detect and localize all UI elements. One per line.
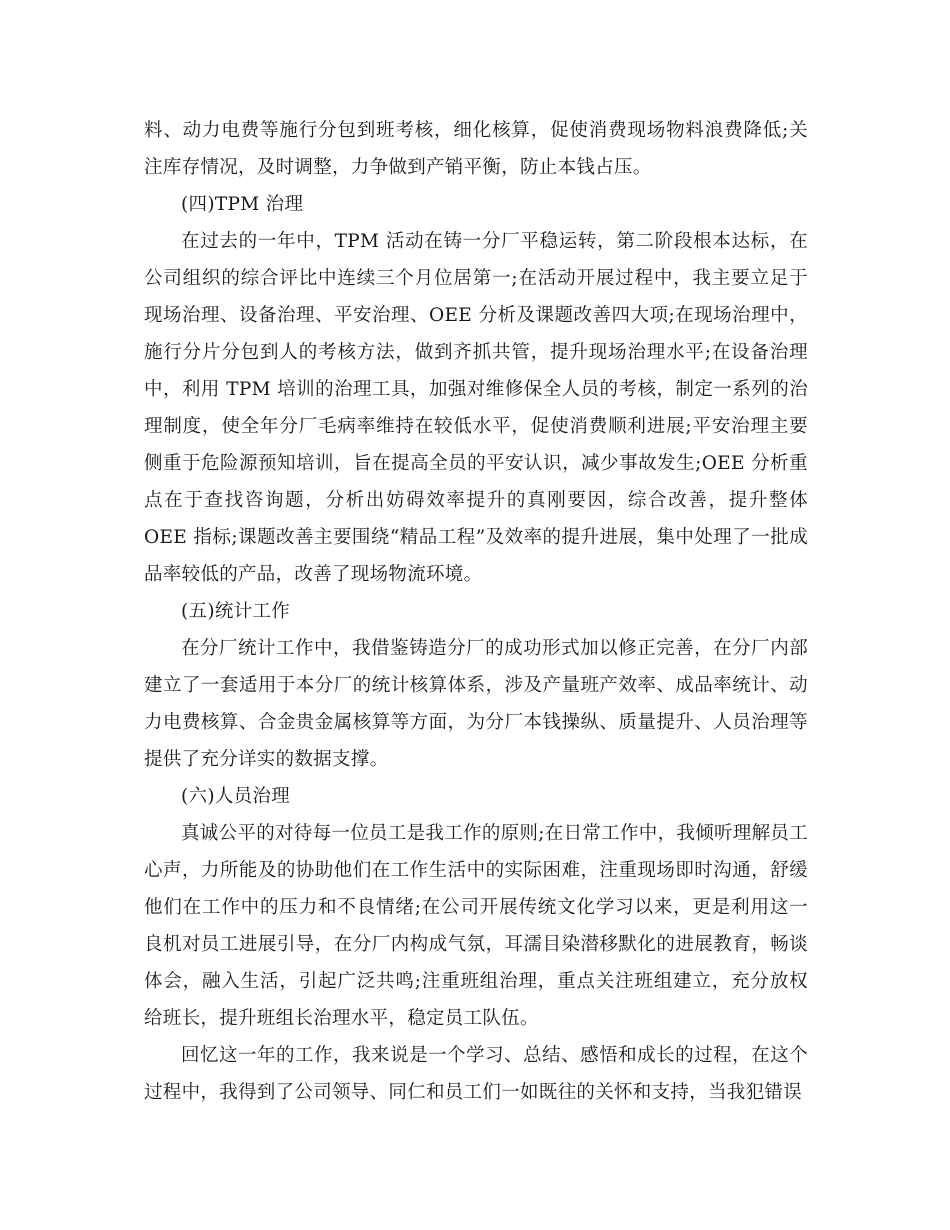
section-heading-personnel: (六)人员治理: [181, 786, 291, 807]
paragraph-statistics: 在分厂统计工作中，我借鉴铸造分厂的成功形式加以修正完善，在分厂内部建立了一套适用于本分厂的统计核算体系，涉及产量班产效率、成品率统计、动力电费核算、合金贵金属核算等方面，为分厂本钱操纵、质量提升、人员治理等提供了充分详实的数据支撑。: [144, 638, 808, 770]
section-heading-tpm: (四)TPM 治理: [181, 194, 304, 215]
paragraph-review: 回忆这一年的工作，我来说是一个学习、总结、感悟和成长的过程，在这个过程中，我得到了公司领导、同仁和员工们一如既往的关怀和支持，当我犯错误: [144, 1045, 808, 1103]
paragraph-personnel: 真诚公平的对待每一位员工是我工作的原则;在日常工作中，我倾听理解员工心声，力所能及的协助他们在工作生活中的实际困难，注重现场即时沟通，舒缓他们在工作中的压力和不良情绪;在公司开展传统文化学习以来，更是利用这一良机对员工进展引导，在分厂内构成气氛，耳濡目染潜移默化的进展教育，畅谈体会，融入生活，引起广泛共鸣;注重班组治理，重点关注班组建立，充分放权给班长，提升班组长治理水平，稳定员工队伍。: [144, 823, 808, 1029]
paragraph-continued: 料、动力电费等施行分包到班考核，细化核算，促使消费现场物料浪费降低;关注库存情况，及时调整，力争做到产销平衡，防止本钱占压。: [144, 120, 808, 178]
section-heading-statistics: (五)统计工作: [181, 601, 291, 622]
document-page: [144, 112, 808, 1111]
paragraph-tpm: 在过去的一年中，TPM 活动在铸一分厂平稳运转，第二阶段根本达标，在公司组织的综合评比中连续三个月位居第一;在活动开展过程中，我主要立足于现场治理、设备治理、平安治理、OEE 分析及课题改善四大项;在现场治理中，施行分片分包到人的考核方法，做到齐抓共管，提升现场治理水平;在设备治理中，利用 TPM 培训的治理工具，加强对维修保全人员的考核，制定一系列的治理制度，使全年分厂毛病率维持在较低水平，促使消费顺利进展;平安治理主要侧重于危险源预知培训，旨在提高全员的平安认识，减少事故发生;OEE 分析重点在于查找咨询题，分析出妨碍效率提升的真刚要因，综合改善，提升整体 OEE 指标;课题改善主要围绕“精品工程”及效率的提升进展，集中处理了一批成品率较低的产品，改善了现场物流环境。: [144, 231, 808, 585]
